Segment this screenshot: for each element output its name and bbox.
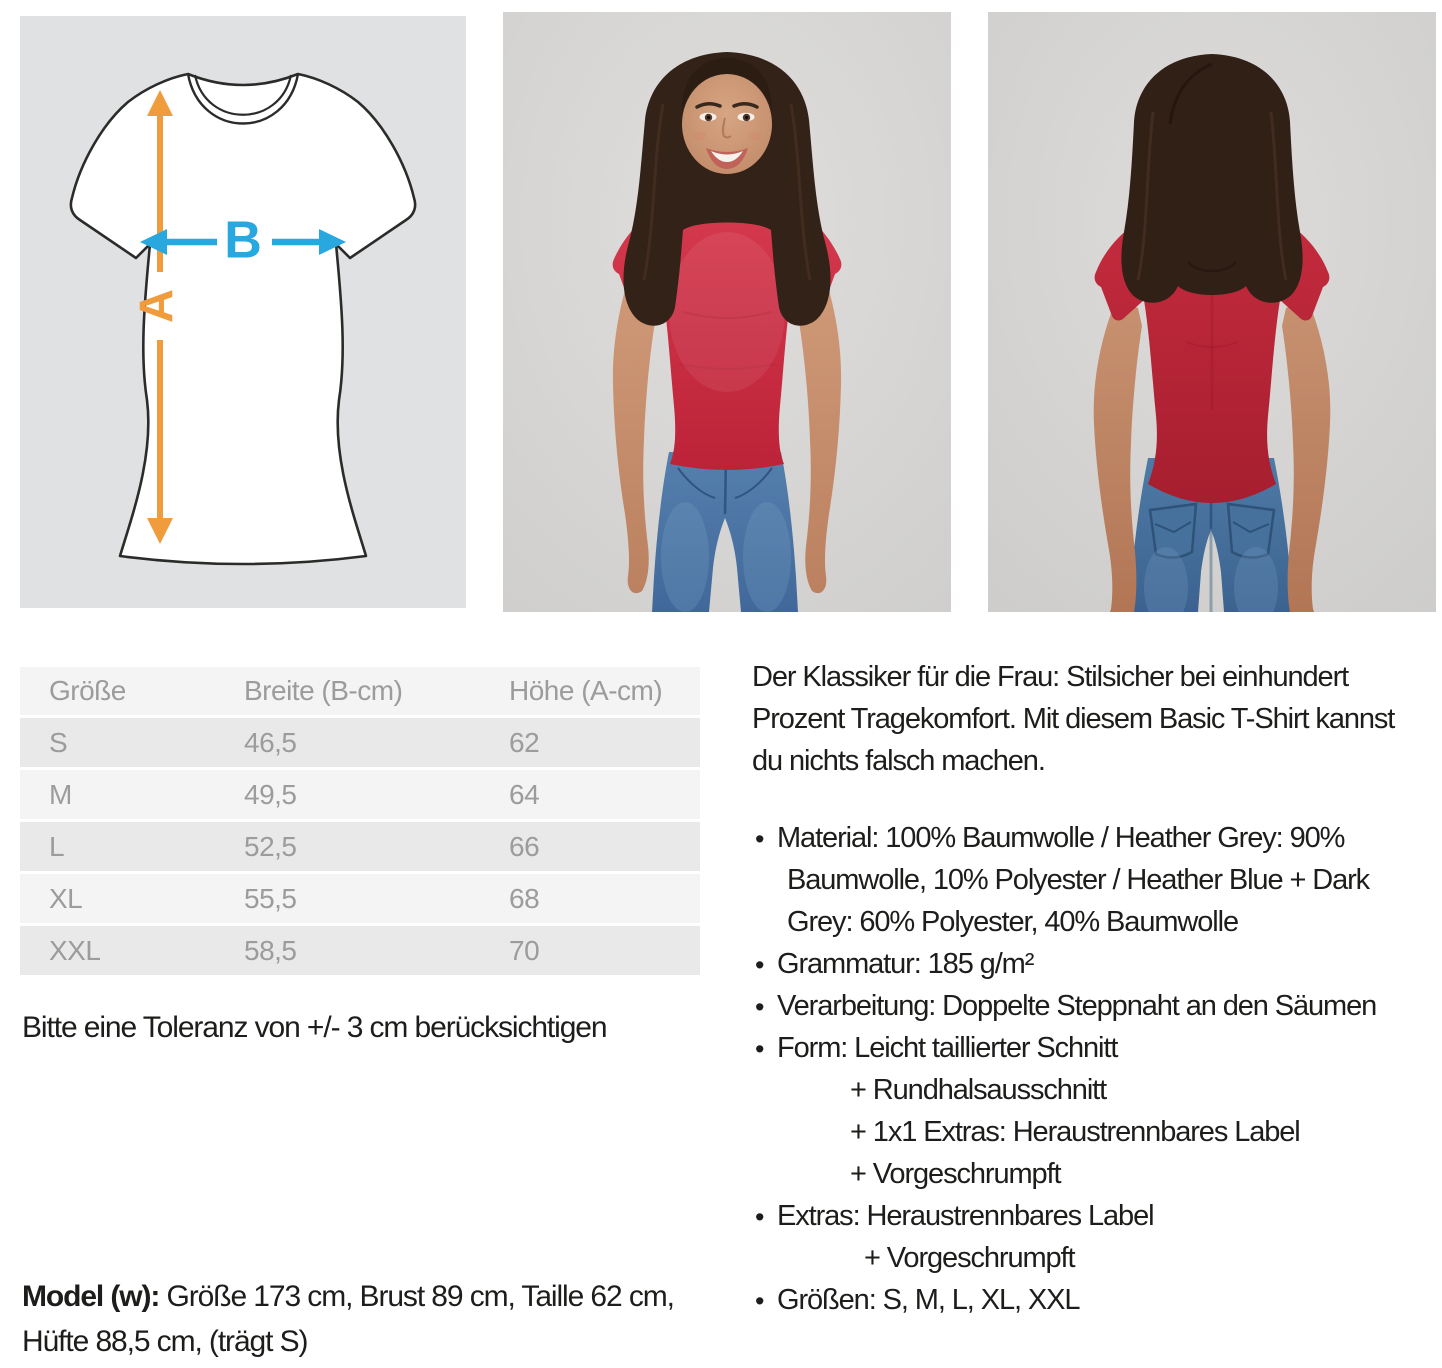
list-item: Grey: 60% Polyester, 40% Baumwolle [787,906,1238,938]
model-measurements-note [22,1274,674,1364]
description-bullet-list [752,817,1442,1321]
list-item: + Vorgeschrumpft [850,1158,1061,1190]
list-item: • Form: Leicht taillierter Schnitt [752,1027,1442,1069]
table-row [20,822,700,874]
list-item: + Rundhalsausschnitt [850,1074,1107,1106]
model-note-line1: Model (w): Größe 173 cm, Brust 89 cm, Taille 62 cm, [22,1280,674,1313]
cell-height: 66 [509,831,540,862]
model-front-photo [503,12,951,612]
table-row [20,874,700,926]
cell-size: S [49,727,68,758]
intro-line: du nichts falsch machen. [752,745,1045,777]
size-diagram-image [20,16,466,608]
tolerance-note: Bitte eine Toleranz von +/- 3 cm berücksichtigen [22,1011,607,1044]
column-header-height: Höhe (A-cm) [509,675,663,706]
list-item: • Verarbeitung: Doppelte Steppnaht an den Säumen [752,985,1442,1027]
list-item: + Vorgeschrumpft [864,1242,1075,1274]
list-item: • Größen: S, M, L, XL, XXL [752,1279,1442,1321]
cell-size: XL [49,883,83,914]
description-intro [752,656,1442,782]
size-table [20,667,700,978]
model-note-label: Model (w): [22,1280,160,1313]
cell-width: 55,5 [244,883,297,914]
model-back-photo [988,12,1436,612]
height-label: A [129,289,183,323]
list-item: • Extras: Heraustrennbares Label [752,1195,1442,1237]
cell-size: XXL [49,935,101,966]
size-diagram-svg [20,16,466,608]
model-note-line2: Hüfte 88,5 cm, (trägt S) [22,1325,308,1358]
intro-line: Prozent Tragekomfort. Mit diesem Basic T-Shirt kannst [752,703,1395,735]
column-header-width: Breite (B-cm) [244,675,403,706]
column-header-size: Größe [49,675,126,706]
model-front-svg [503,12,951,612]
list-item: + 1x1 Extras: Heraustrennbares Label [850,1116,1300,1148]
cell-width: 49,5 [244,779,297,810]
model-back-svg [988,12,1436,612]
list-item: Baumwolle, 10% Polyester / Heather Blue + Dark [787,864,1370,896]
cell-width: 52,5 [244,831,297,862]
cell-height: 64 [509,779,540,810]
table-row [20,926,700,978]
cell-width: 58,5 [244,935,297,966]
list-item: • Material: 100% Baumwolle / Heather Grey: 90% [752,817,1442,859]
width-label: B [224,211,262,270]
cell-height: 70 [509,935,540,966]
cell-height: 68 [509,883,540,914]
list-item: • Grammatur: 185 g/m² [752,943,1442,985]
cell-size: M [49,779,72,810]
cell-size: L [49,831,65,862]
intro-line: Der Klassiker für die Frau: Stilsicher bei einhundert [752,661,1349,693]
cell-width: 46,5 [244,727,297,758]
product-description [752,656,1442,1321]
size-table-header-row [20,667,700,718]
cell-height: 62 [509,727,540,758]
table-row [20,770,700,822]
table-row [20,718,700,770]
